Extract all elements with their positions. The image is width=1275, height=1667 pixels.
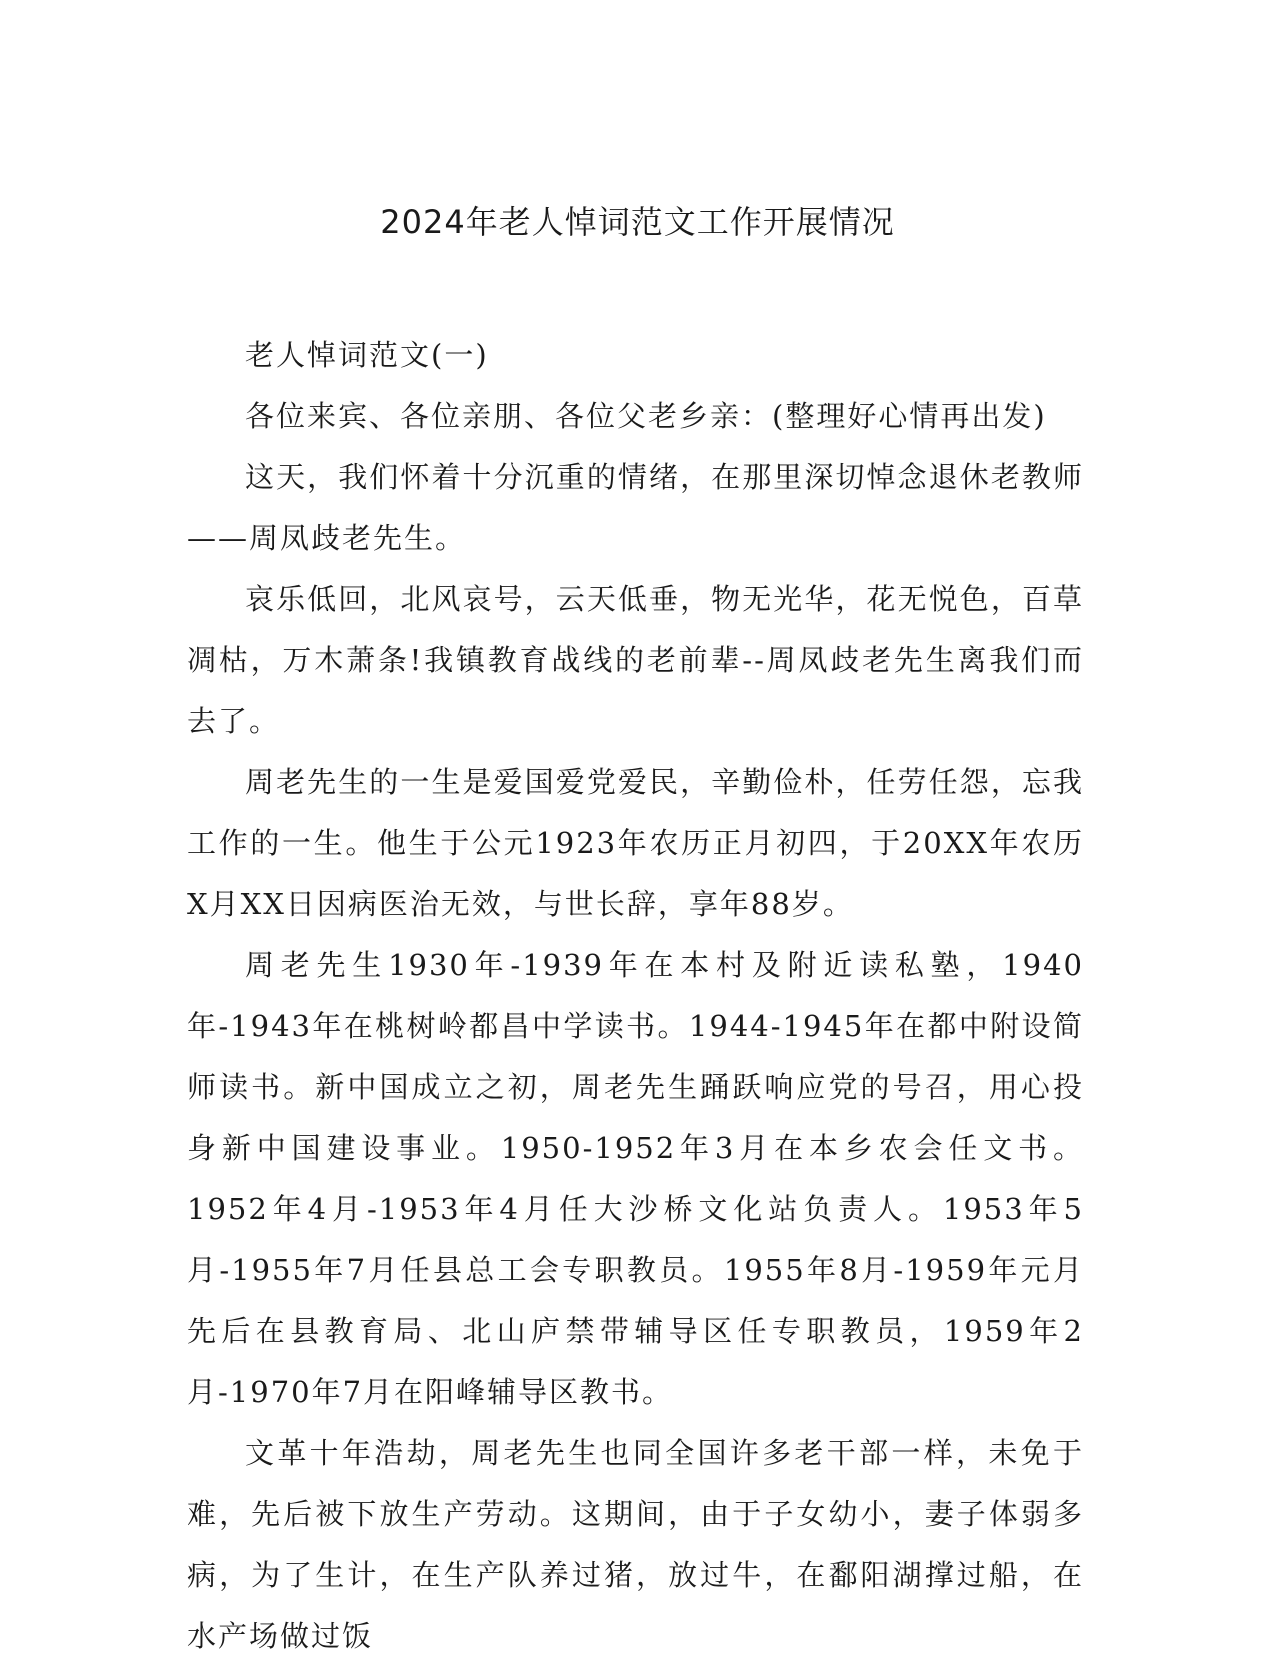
paragraph: 这天，我们怀着十分沉重的情绪，在那里深切悼念退休老教师——周凤歧老先生。 xyxy=(187,460,1084,555)
paragraph-salutation: 各位来宾、各位亲朋、各位父老乡亲：(整理好心情再出发) xyxy=(245,399,1047,433)
paragraph: 周老先生1930年-1939年在本村及附近读私塾，1940年-1943年在桃树岭都昌中学读书。1944-1945年在都中附设简师读书。新中国成立之初，周老先生踊跃响应党的号召，用心投身新中国建设事业。1950-1952年3月在本乡农会任文书。1952年4月-1953年4月任大沙桥文化站负责人。1953年5月-1955年7月任县总工会专职教员。1955年8月-1959年元月先后在县教育局、北山庐禁带辅导区任专职教员，1959年2月-1970年7月在阳峰辅导区教书。 xyxy=(187,948,1084,1409)
paragraph-heading: 老人悼词范文(一) xyxy=(245,338,489,372)
document-body xyxy=(187,325,1084,1667)
paragraph: 文革十年浩劫，周老先生也同全国许多老干部一样，未免于难，先后被下放生产劳动。这期间，由于子女幼小，妻子体弱多病，为了生计，在生产队养过猪，放过牛，在鄱阳湖撑过船，在水产场做过饭 xyxy=(187,1436,1084,1653)
document-title: 2024年老人悼词范文工作开展情况 xyxy=(380,203,895,241)
paragraph: 哀乐低回，北风哀号，云天低垂，物无光华，花无悦色，百草凋枯，万木萧条!我镇教育战线的老前辈--周凤歧老先生离我们而去了。 xyxy=(187,582,1084,738)
paragraph: 周老先生的一生是爱国爱党爱民，辛勤俭朴，任劳任怨，忘我工作的一生。他生于公元1923年农历正月初四，于20XX年农历X月XX日因病医治无效，与世长辞，享年88岁。 xyxy=(187,765,1084,921)
